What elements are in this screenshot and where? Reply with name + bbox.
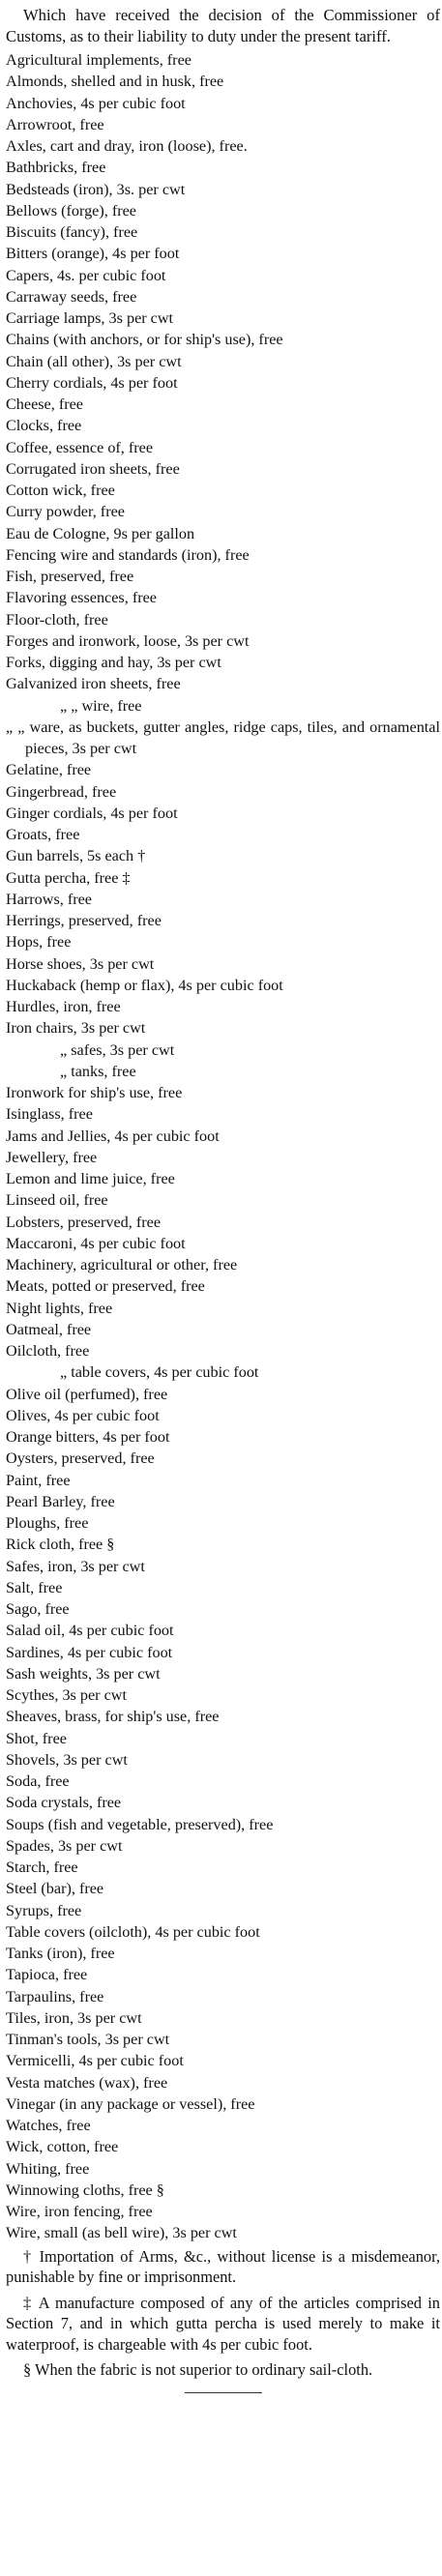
tariff-item: Gingerbread, free [6,782,117,801]
tariff-item: Bitters (orange), 4s per foot [6,245,180,263]
tariff-item: Eau de Cologne, 9s per gallon [6,524,195,542]
tariff-item: Sheaves, brass, for ship's use, free [6,1708,220,1726]
tariff-item: Hops, free [6,933,72,951]
tariff-item: Wire, iron fencing, free [6,2203,153,2220]
tariff-item: Spades, 3s per cwt [6,1836,123,1855]
tariff-item: Rick cloth, free § [6,1536,115,1554]
tariff-item: Tanks (iron), free [6,1945,115,1962]
tariff-item: Arrowroot, free [6,115,104,133]
tariff-item: Carraway seeds, free [6,287,137,306]
tariff-item: Watches, free [6,2117,91,2134]
tariff-item: Paint, free [6,1471,71,1489]
tariff-item: Almonds, shelled and in husk, free [6,73,224,91]
tariff-item: Orange bitters, 4s per foot [6,1428,170,1446]
tariff-item: Cotton wick, free [6,482,115,499]
tariff-item: Clocks, free [6,417,82,435]
tariff-item: Whiting, free [6,2159,90,2178]
tariff-item: Forks, digging and hay, 3s per cwt [6,654,221,671]
tariff-item: Isinglass, free [6,1105,93,1124]
tariff-item: Olives, 4s per cubic foot [6,1406,160,1424]
tariff-item: Lemon and lime juice, free [6,1170,175,1187]
tariff-item: Shot, free [6,1729,67,1747]
tariff-item: Fish, preserved, free [6,568,134,585]
tariff-item: Floor-cloth, free [6,610,108,629]
tariff-item: Wire, small (as bell wire), 3s per cwt [6,2224,237,2242]
tariff-item: Tarpaulins, free [6,1987,104,2005]
tariff-item: Oatmeal, free [6,1320,92,1338]
tariff-item: Sash weights, 3s per cwt [6,1664,161,1683]
footnote-arms: † Importation of Arms, &c., without license is a misdemeanor, punishable by fine or imprisonment. [6,2246,440,2287]
tariff-item: Soups (fish and vegetable, preserved), free [6,1815,274,1833]
tariff-item: Hurdles, iron, free [6,998,121,1015]
tariff-item: Bellows (forge), free [6,201,136,220]
tariff-item: „ „ wire, free [60,696,142,715]
footnotes [6,2246,440,2382]
tariff-item: Flavoring essences, free [6,589,157,607]
tariff-item: „ safes, 3s per cwt [60,1040,175,1059]
tariff-item: Machinery, agricultural or other, free [6,1256,238,1273]
tariff-item: Sardines, 4s per cubic foot [6,1643,173,1661]
tariff-item: Chain (all other), 3s per cwt [6,352,182,370]
tariff-item: Meats, potted or preserved, free [6,1277,205,1296]
tariff-item: Tapioca, free [6,1966,88,1984]
tariff-item: Table covers (oilcloth), 4s per cubic foot [6,1922,260,1941]
tariff-item: Jewellery, free [6,1148,98,1166]
tariff-item: Harrows, free [6,890,92,908]
tariff-item: Capers, 4s. per cubic foot [6,266,166,284]
tariff-item: Vermicelli, 4s per cubic foot [6,2052,184,2070]
tariff-item: Maccaroni, 4s per cubic foot [6,1234,186,1252]
tariff-item: Vesta matches (wax), free [6,2073,168,2092]
tariff-item: „ tanks, free [60,1062,136,1080]
tariff-item: Tinman's tools, 3s per cwt [6,2031,170,2048]
tariff-item: Scythes, 3s per cwt [6,1686,127,1704]
tariff-item: Safes, iron, 3s per cwt [6,1557,145,1575]
tariff-item: Curry powder, free [6,503,125,521]
tariff-item: Cheese, free [6,395,83,413]
closing-rule [185,2392,262,2393]
tariff-item: Iron chairs, 3s per cwt [6,1019,146,1038]
tariff-item: Horse shoes, 3s per cwt [6,954,155,973]
tariff-item: Gelatine, free [6,761,92,779]
tariff-list [6,49,440,2244]
tariff-item: Anchovies, 4s per cubic foot [6,94,186,112]
tariff-item: Groats, free [6,826,80,843]
tariff-item: Coffee, essence of, free [6,438,154,456]
tariff-item: Ginger cordials, 4s per foot [6,804,178,822]
tariff-item: Lobsters, preserved, free [6,1213,162,1231]
tariff-item: Cherry cordials, 4s per foot [6,373,178,392]
footnote-sail-cloth: § When the fabric is not superior to ordinary sail-cloth. [23,2360,373,2380]
tariff-item: Huckaback (hemp or flax), 4s per cubic foot [6,976,283,994]
tariff-item: Shovels, 3s per cwt [6,1750,128,1769]
tariff-item: Oysters, preserved, free [6,1449,155,1468]
tariff-item: Salt, free [6,1578,63,1596]
tariff-item: „ „ ware, as buckets, gutter angles, ridge caps, tiles, and ornamental pieces, 3s per cwt [6,717,440,757]
footnote-gutta-percha: ‡ A manufacture composed of any of the articles comprised in Section 7, and in which gutta percha is used merely to make it waterproof, is chargeable with 4s per cubic foot. [6,2293,440,2354]
tariff-item: Carriage lamps, 3s per cwt [6,309,174,327]
tariff-item: Chains (with anchors, or for ship's use), free [6,331,283,349]
tariff-item: Steel (bar), free [6,1880,104,1898]
tariff-item: Forges and ironwork, loose, 3s per cwt [6,631,250,650]
tariff-item: Syrups, free [6,1901,82,1919]
tariff-item: Starch, free [6,1859,78,1876]
tariff-item: Bedsteads (iron), 3s. per cwt [6,180,186,198]
tariff-item: Soda crystals, free [6,1794,122,1812]
tariff-item: Winnowing cloths, free § [6,2181,164,2199]
tariff-item: Jams and Jellies, 4s per cubic foot [6,1127,220,1145]
tariff-item: Agricultural implements, free [6,51,192,69]
tariff-item: Axles, cart and dray, iron (loose), free. [6,137,248,155]
tariff-item: Sago, free [6,1600,70,1618]
tariff-item: Ironwork for ship's use, free [6,1084,183,1101]
tariff-item: Linseed oil, free [6,1191,108,1210]
tariff-item: Pearl Barley, free [6,1492,115,1510]
tariff-item: Ploughs, free [6,1514,89,1532]
intro-paragraph: Which have received the decision of the Commissioner of Customs, as to their liability to duty under the present tariff. [6,6,440,45]
tariff-item: Corrugated iron sheets, free [6,459,180,478]
tariff-item: Salad oil, 4s per cubic foot [6,1622,174,1640]
tariff-item: Oilcloth, free [6,1342,90,1360]
tariff-item: Bathbricks, free [6,159,106,177]
tariff-item: Fencing wire and standards (iron), free [6,545,250,564]
tariff-item: Herrings, preserved, free [6,912,162,929]
tariff-item: Vinegar (in any package or vessel), free [6,2094,255,2113]
tariff-item: Tiles, iron, 3s per cwt [6,2008,142,2027]
tariff-item: Galvanized iron sheets, free [6,675,181,693]
tariff-item: Soda, free [6,1772,70,1790]
tariff-item: Biscuits (fancy), free [6,223,138,241]
tariff-item: Gutta percha, free ‡ [6,868,131,887]
tariff-item: Olive oil (perfumed), free [6,1385,168,1403]
tariff-item: Night lights, free [6,1299,113,1317]
tariff-item: Wick, cotton, free [6,2138,119,2156]
tariff-item: „ table covers, 4s per cubic foot [60,1363,259,1382]
tariff-item: Gun barrels, 5s each † [6,847,146,865]
